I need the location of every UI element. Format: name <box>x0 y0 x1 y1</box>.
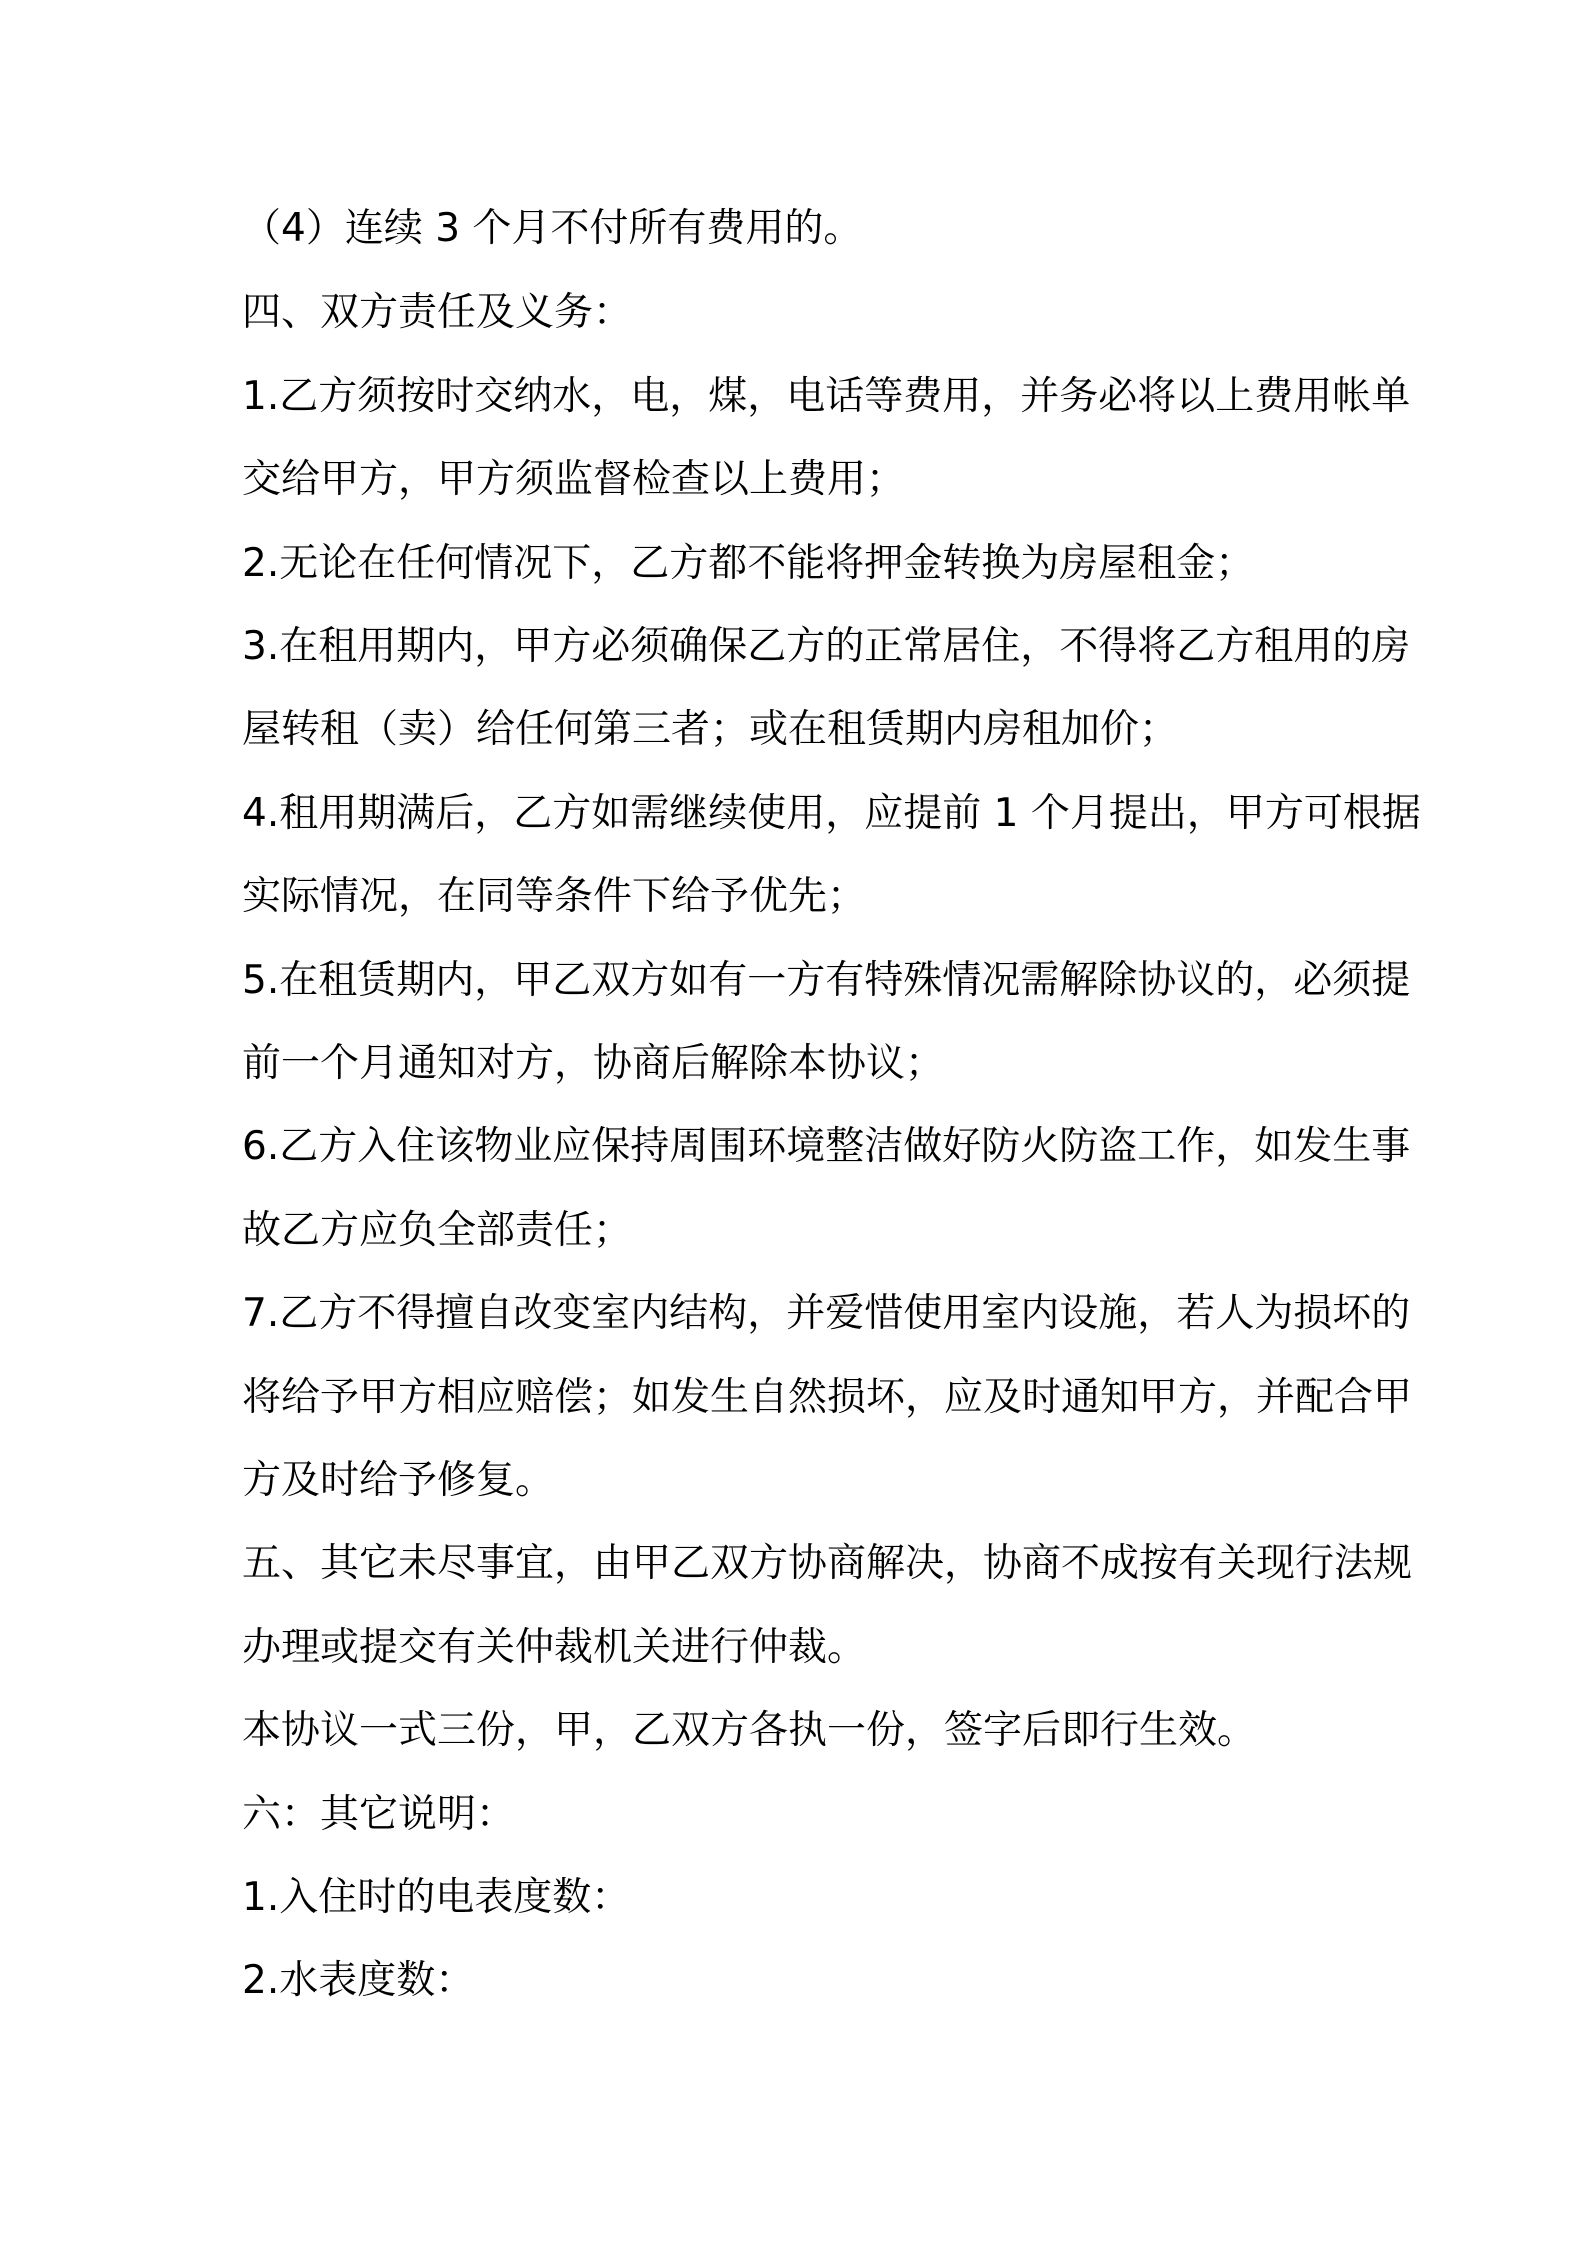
section-5-line-1: 五、其它未尽事宜，由甲乙双方协商解决，协商不成按有关现行法规 <box>242 1541 1413 1586</box>
section-6-item-1-electric-meter: 1.入住时的电表度数： <box>242 1875 631 1920</box>
section-4-item-1-line-1: 1.乙方须按时交纳水，电，煤，电话等费用，并务必将以上费用帐单 <box>242 374 1411 419</box>
section-4-item-5-line-1: 5.在租赁期内，甲乙双方如有一方有特殊情况需解除协议的，必须提 <box>242 958 1411 1003</box>
section-4-item-5-line-2: 前一个月通知对方，协商后解除本协议； <box>242 1041 945 1086</box>
section-4-item-7-line-3: 方及时给予修复。 <box>242 1458 555 1503</box>
section-4-item-1-line-2: 交给甲方，甲方须监督检查以上费用； <box>242 457 906 502</box>
section-4-item-3-line-1: 3.在租用期内，甲方必须确保乙方的正常居住，不得将乙方租用的房 <box>242 624 1411 669</box>
section-4-item-7-line-1: 7.乙方不得擅自改变室内结构，并爱惜使用室内设施，若人为损坏的 <box>242 1291 1411 1336</box>
clause-3-item-4: （4）连续 3 个月不付所有费用的。 <box>242 206 863 251</box>
section-4-item-2: 2.无论在任何情况下，乙方都不能将押金转换为房屋租金； <box>242 541 1255 586</box>
section-6-item-2-water-meter: 2.水表度数： <box>242 1958 475 2003</box>
section-4-item-3-line-2: 屋转租（卖）给任何第三者；或在租赁期内房租加价； <box>242 707 1179 752</box>
section-4-item-4-line-2: 实际情况，在同等条件下给予优先； <box>242 874 867 919</box>
agreement-copies-statement: 本协议一式三份，甲，乙双方各执一份，签字后即行生效。 <box>242 1708 1257 1753</box>
section-4-item-6-line-2: 故乙方应负全部责任； <box>242 1208 633 1253</box>
section-4-item-6-line-1: 6.乙方入住该物业应保持周围环境整洁做好防火防盗工作，如发生事 <box>242 1124 1411 1169</box>
section-4-item-7-line-2: 将给予甲方相应赔偿；如发生自然损坏，应及时通知甲方，并配合甲 <box>242 1375 1413 1420</box>
section-4-heading: 四、双方责任及义务： <box>242 290 633 335</box>
section-6-heading: 六：其它说明： <box>242 1792 516 1837</box>
section-4-item-4-line-1: 4.租用期满后，乙方如需继续使用，应提前 1 个月提出，甲方可根据 <box>242 791 1421 836</box>
section-5-line-2: 办理或提交有关仲裁机关进行仲裁。 <box>242 1625 867 1670</box>
